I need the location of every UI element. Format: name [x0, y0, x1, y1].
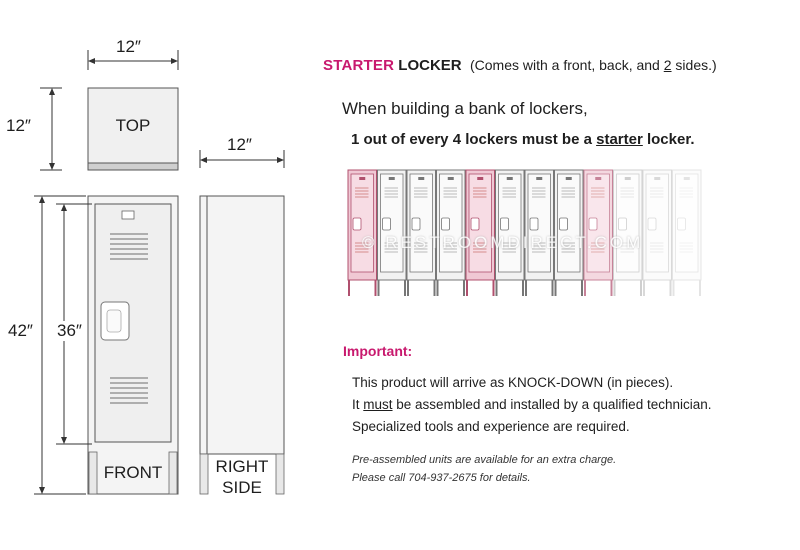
- heading-note: (Comes with a front, back, and 2 sides.): [469, 57, 717, 73]
- footnote: [352, 451, 616, 487]
- important-label: Important:: [343, 343, 413, 359]
- front-view: [88, 196, 178, 494]
- brand-word: STARTER: [323, 57, 395, 74]
- watermark: © RESTROOMDIRECT.COM: [362, 233, 644, 252]
- right-side-label-line1: RIGHT: [215, 457, 269, 476]
- right-side-label-line2: SIDE: [222, 478, 262, 497]
- right-side-view: [200, 196, 284, 494]
- important-line3: Specialized tools and experience are required.: [352, 419, 630, 434]
- important-line1: This product will arrive as KNOCK-DOWN (in pieces).: [352, 375, 674, 390]
- footnote-line2: Please call 704-937-2675 for details.: [352, 472, 531, 484]
- product-title: LOCKER: [398, 57, 462, 74]
- top-width-label: 12″: [116, 37, 141, 56]
- rule-line1: When building a bank of lockers,: [342, 99, 588, 118]
- important-line2: It must be assembled and installed by a qualified technician.: [352, 397, 712, 412]
- front-view-label: FRONT: [103, 463, 163, 482]
- top-view-label: TOP: [115, 116, 151, 135]
- add-on-locker: [643, 170, 672, 296]
- top-depth-dimension: [40, 88, 62, 170]
- important-notes: [352, 372, 712, 438]
- total-height-dimension: [34, 196, 86, 494]
- side-depth-label: 12″: [227, 135, 252, 154]
- door-height-label: 36″: [57, 321, 82, 340]
- rule-line2: 1 out of every 4 lockers must be a starter locker.: [351, 131, 695, 148]
- add-on-locker: [673, 170, 702, 296]
- footnote-line1: Pre-assembled units are available for an extra charge.: [352, 454, 617, 466]
- product-heading: [323, 57, 717, 74]
- total-height-label: 42″: [8, 321, 33, 340]
- top-depth-label: 12″: [6, 116, 31, 135]
